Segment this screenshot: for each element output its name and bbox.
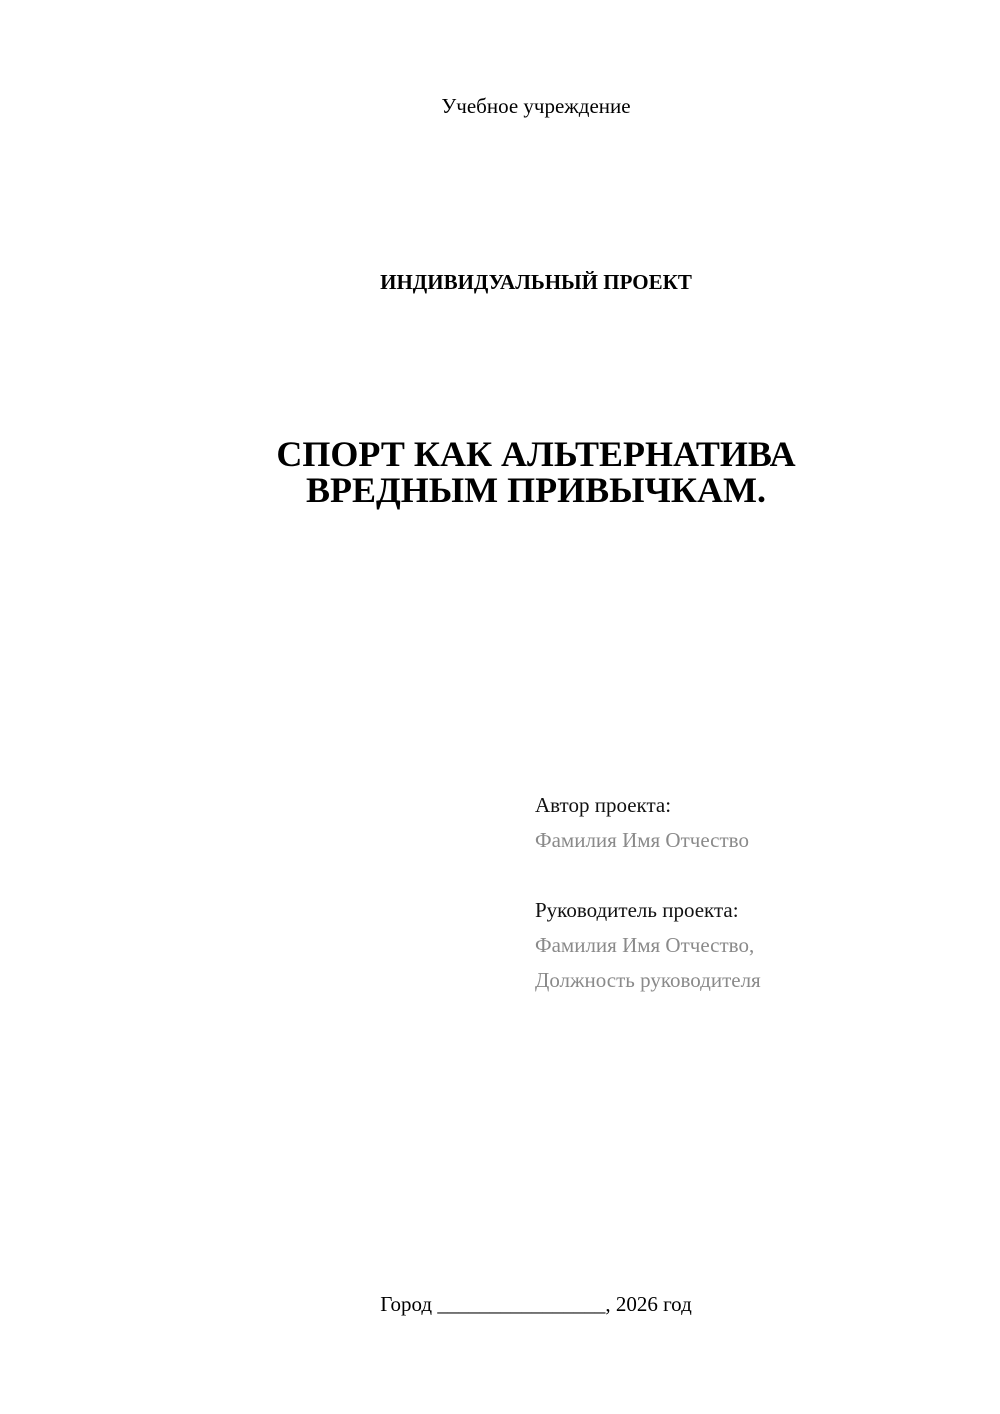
supervisor-label: Руководитель проекта: [535,898,739,922]
institution-name: Учебное учреждение [441,94,631,118]
supervisor-name-placeholder: Фамилия Имя Отчество, [535,933,755,957]
project-title-line-2: ВРЕДНЫМ ПРИВЫЧКАМ. [306,470,766,510]
project-title-line-1: СПОРТ КАК АЛЬТЕРНАТИВА [276,434,796,474]
project-kind-heading: ИНДИВИДУАЛЬНЫЙ ПРОЕКТ [380,270,692,294]
city-year-footer: Город ________________, 2026 год [380,1292,692,1316]
project-title [0,436,1000,508]
author-name-placeholder: Фамилия Имя Отчество [535,828,749,852]
author-label: Автор проекта: [535,793,672,817]
supervisor-position-placeholder: Должность руководителя [535,968,761,992]
meta-spacer [535,858,975,893]
project-meta-block [535,788,975,998]
